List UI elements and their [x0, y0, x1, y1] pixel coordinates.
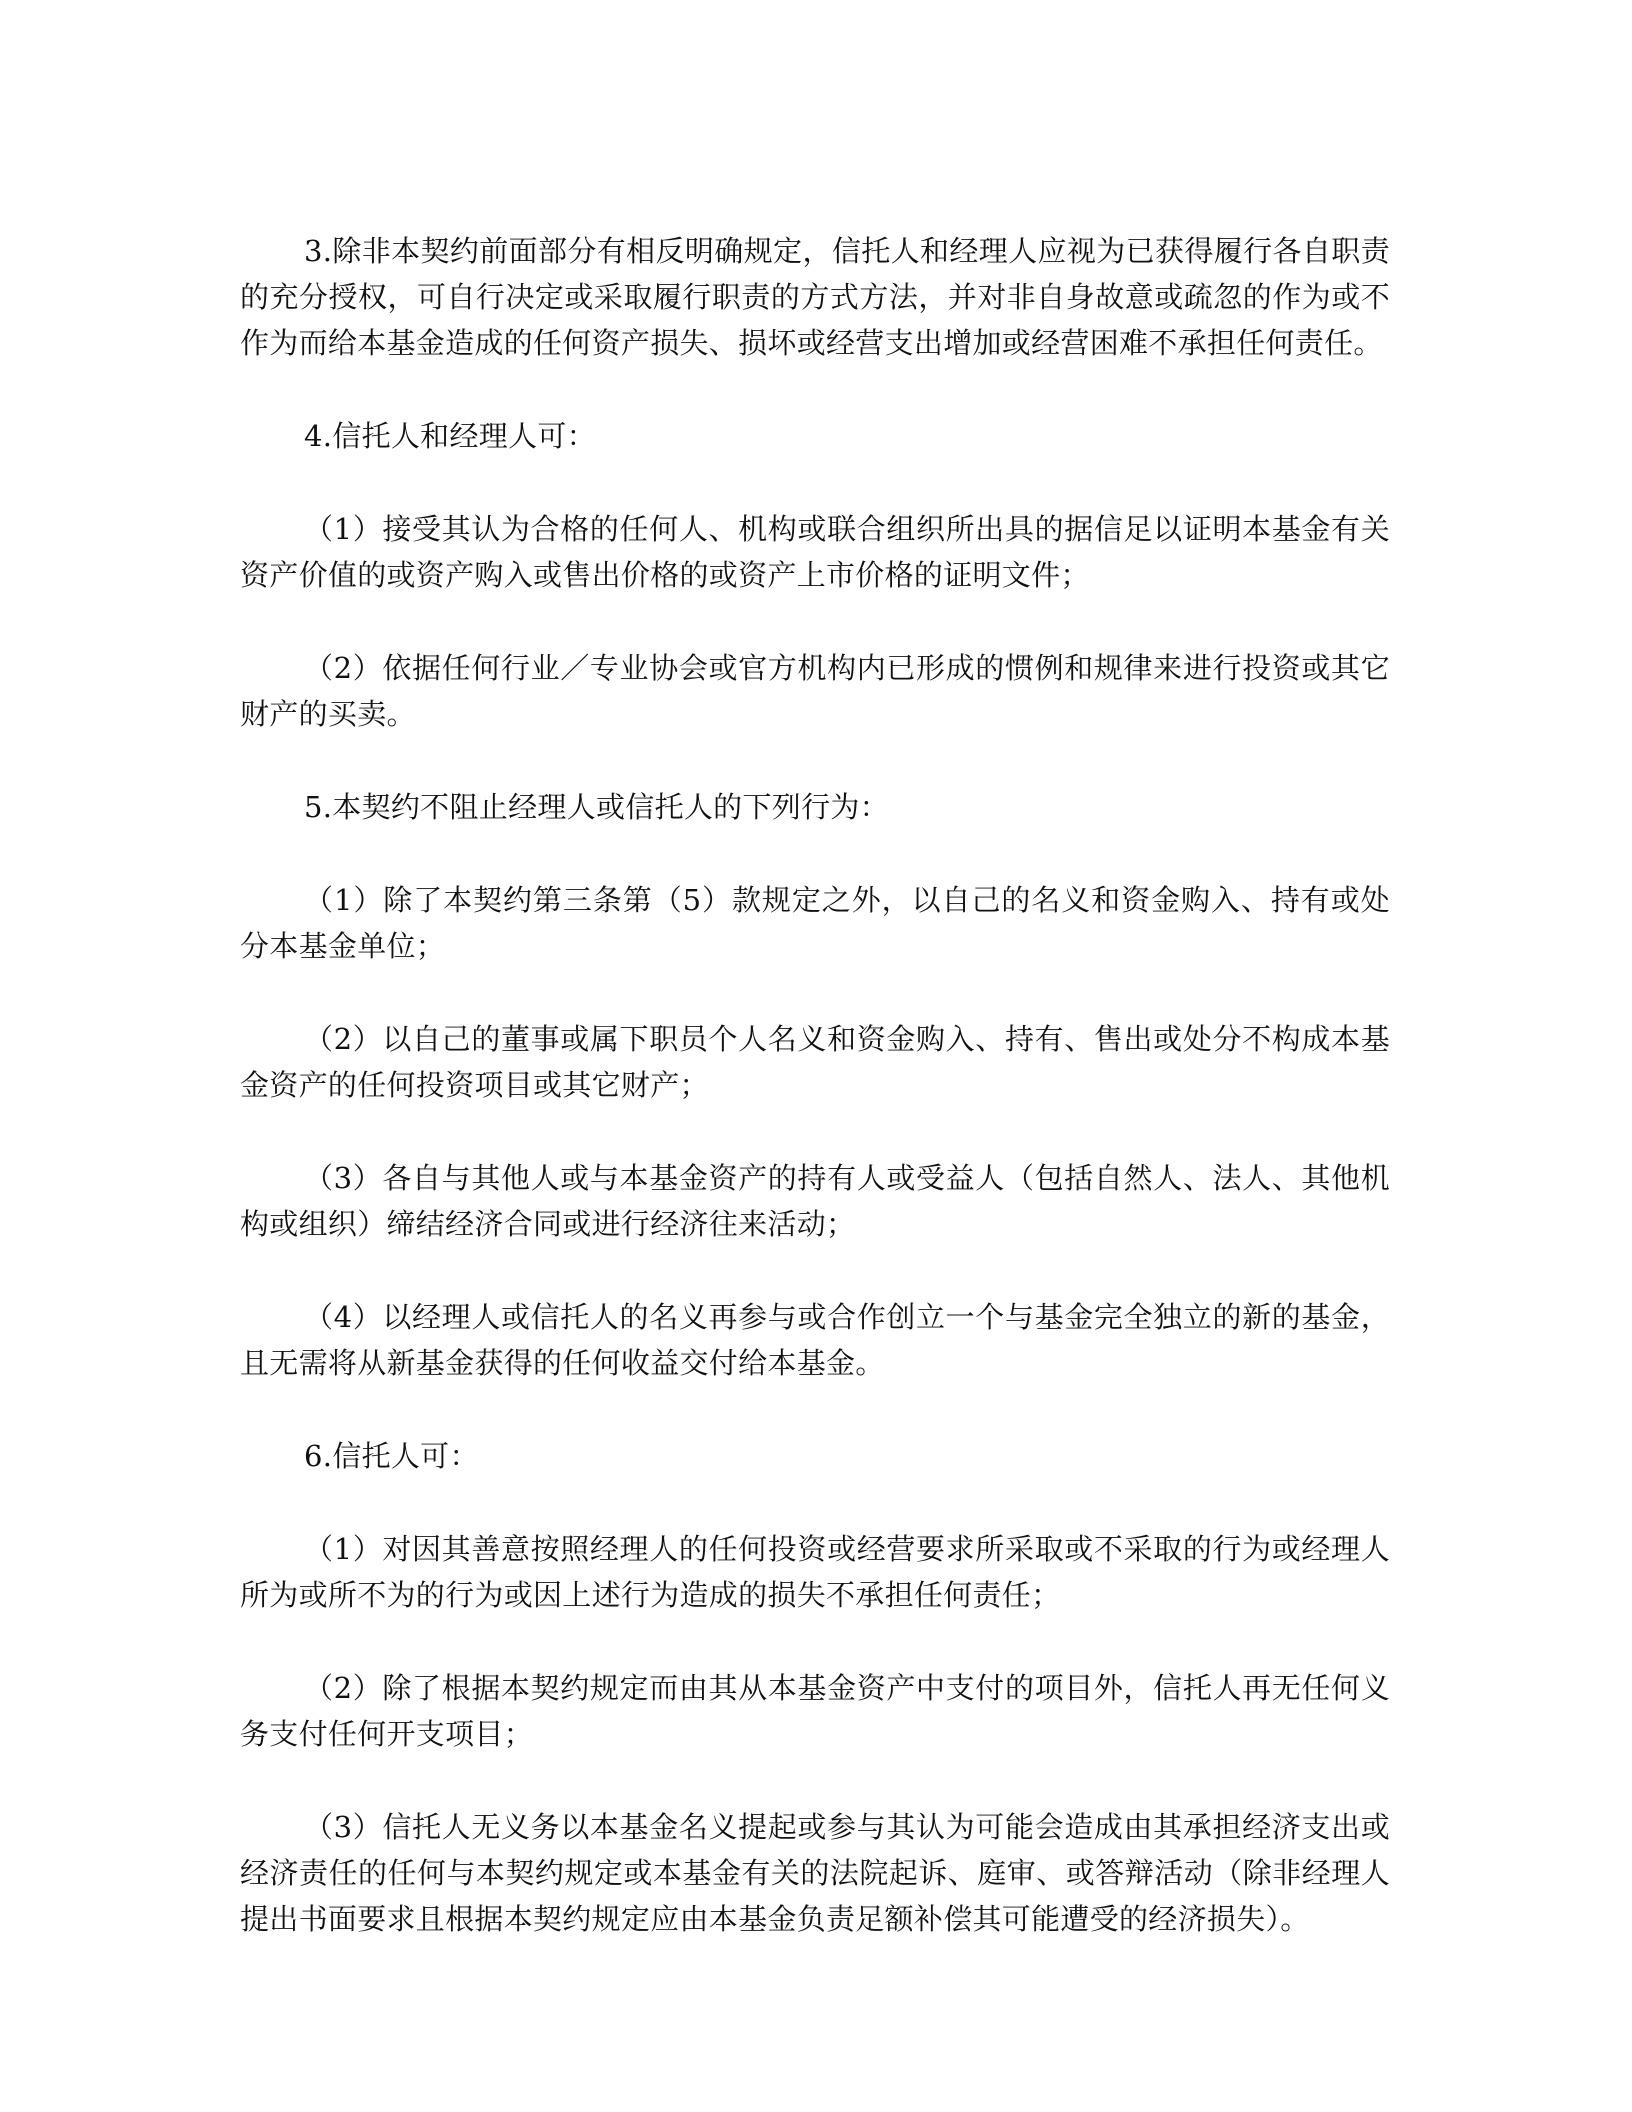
paragraph-clause-5-heading: 5.本契约不阻止经理人或信托人的下列行为：: [304, 790, 889, 824]
paragraph-clause-6-item-3: （3）信托人无义务以本基金名义提起或参与其认为可能会造成由其承担经济支出或经济责任的任何与本契约规定或本基金有关的法院起诉、庭审、或答辩活动（除非经理人提出书面要求且根据本契约规定应由本基金负责足额补偿其可能遭受的经济损失）。: [240, 1810, 1390, 1936]
paragraph-clause-6-item-2: （2）除了根据本契约规定而由其从本基金资产中支付的项目外，信托人再无任何义务支付任何开支项目；: [240, 1671, 1390, 1751]
paragraph-clause-5-item-3: （3）各自与其他人或与本基金资产的持有人或受益人（包括自然人、法人、其他机构或组织）缔结经济合同或进行经济往来活动；: [240, 1161, 1390, 1241]
paragraph-clause-5-item-1: （1）除了本契约第三条第（5）款规定之外，以自己的名义和资金购入、持有或处分本基金单位；: [240, 883, 1390, 963]
paragraph-clause-4-heading: 4.信托人和经理人可：: [304, 419, 596, 453]
paragraph-clause-4-item-2: （2）依据任何行业／专业协会或官方机构内已形成的惯例和规律来进行投资或其它财产的买卖。: [240, 651, 1390, 731]
paragraph-clause-6-item-1: （1）对因其善意按照经理人的任何投资或经营要求所采取或不采取的行为或经理人所为或所不为的行为或因上述行为造成的损失不承担任何责任；: [240, 1532, 1390, 1612]
paragraph-clause-5-item-4: （4）以经理人或信托人的名义再参与或合作创立一个与基金完全独立的新的基金，且无需将从新基金获得的任何收益交付给本基金。: [240, 1300, 1390, 1380]
paragraph-clause-4-item-1: （1）接受其认为合格的任何人、机构或联合组织所出具的据信足以证明本基金有关资产价值的或资产购入或售出价格的或资产上市价格的证明文件；: [240, 512, 1390, 592]
paragraph-clause-5-item-2: （2）以自己的董事或属下职员个人名义和资金购入、持有、售出或处分不构成本基金资产的任何投资项目或其它财产；: [240, 1022, 1390, 1102]
paragraph-clause-6-heading: 6.信托人可：: [304, 1439, 479, 1473]
document-body: [240, 228, 1390, 1989]
paragraph-clause-3: 3.除非本契约前面部分有相反明确规定，信托人和经理人应视为已获得履行各自职责的充分授权，可自行决定或采取履行职责的方式方法，并对非自身故意或疏忽的作为或不作为而给本基金造成的任何资产损失、损坏或经营支出增加或经营困难不承担任何责任。: [240, 234, 1390, 360]
